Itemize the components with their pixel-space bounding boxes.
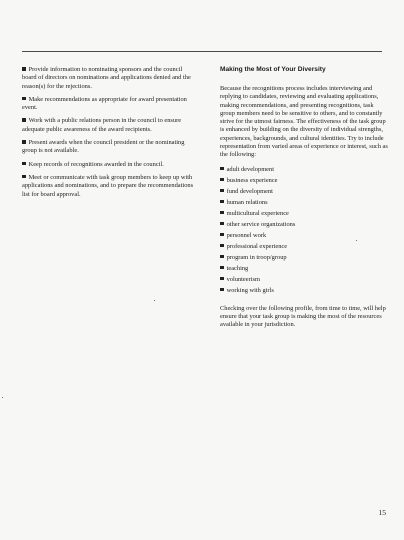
square-bullet-icon [220, 167, 224, 171]
square-bullet-icon [220, 233, 224, 237]
bullet-item [22, 161, 197, 169]
square-bullet-icon [220, 266, 224, 270]
page-number: 15 [378, 508, 386, 517]
bullet-text: Present awards when the council president or the nominating group is not available. [22, 139, 185, 155]
left-column [22, 66, 197, 204]
list-item: other service organizations [220, 219, 390, 230]
square-bullet-icon [220, 189, 224, 193]
square-bullet-icon [220, 255, 224, 259]
square-bullet-icon [22, 162, 26, 166]
list-item: personnel work [220, 230, 390, 241]
bullet-text: Meet or communicate with task group members to keep up with applications and nominations, and to prepare the recommendations list for board approval. [22, 173, 194, 198]
square-bullet-icon [22, 118, 26, 122]
intro-paragraph: Because the recognitions process includes interviewing and replying to candidates, reviewing and evaluating applications, making recommendations, and presenting recognitions, task group members need to be sensitive to others, and to constantly strive for the utmost fairness. The effectiveness of the task group is enhanced by building on the diversity of individual strengths, experiences, backgrounds, and cultural identities. Try to include representation from varied areas of experience or interest, such as the following: [220, 85, 388, 159]
square-bullet-icon [22, 67, 26, 71]
scan-speck [356, 240, 357, 241]
list-item: program in troop/group [220, 252, 390, 263]
bullet-text: Provide information to nominating sponsors and the council board of directors on nominations and applications denied and the reason(s) for the rejections. [22, 66, 191, 90]
bullet-text: Work with a public relations person in the council to ensure adequate public awareness of the award recipients. [22, 117, 182, 133]
square-bullet-icon [220, 244, 224, 248]
list-item: multicultural experience [220, 208, 390, 219]
list-item: fund development [220, 186, 390, 197]
list-item: professional experience [220, 241, 390, 252]
square-bullet-icon [22, 140, 26, 144]
bullet-item [22, 174, 197, 199]
square-bullet-icon [220, 277, 224, 281]
square-bullet-icon [220, 288, 224, 292]
square-bullet-icon [220, 200, 224, 204]
square-bullet-icon [22, 97, 26, 101]
list-item: teaching [220, 263, 390, 274]
bullet-item [22, 139, 197, 156]
scan-speck [154, 300, 155, 301]
bullet-item [22, 117, 197, 134]
list-item: working with girls [220, 285, 390, 296]
bullet-item [22, 66, 197, 91]
bullet-text: Keep records of recognitions awarded in the council. [28, 160, 164, 168]
bullet-text: Make recommendations as appropriate for award presentation event. [22, 95, 187, 112]
list-item: volunteerism [220, 274, 390, 285]
section-heading: Making the Most of Your Diversity [220, 66, 326, 73]
closing-paragraph: Checking over the following profile, from time to time, will help ensure that your task group is making the most of the resources available in your jurisdiction. [220, 304, 386, 329]
experience-areas-list [220, 164, 390, 296]
square-bullet-icon [220, 178, 224, 182]
square-bullet-icon [22, 175, 26, 179]
square-bullet-icon [220, 211, 224, 215]
list-item: adult development [220, 164, 390, 175]
list-item: human relations [220, 197, 390, 208]
list-item: business experience [220, 175, 390, 186]
top-rule [22, 51, 382, 52]
bullet-item [22, 96, 197, 113]
square-bullet-icon [220, 222, 224, 226]
right-column [220, 66, 390, 330]
scan-speck [2, 397, 3, 398]
